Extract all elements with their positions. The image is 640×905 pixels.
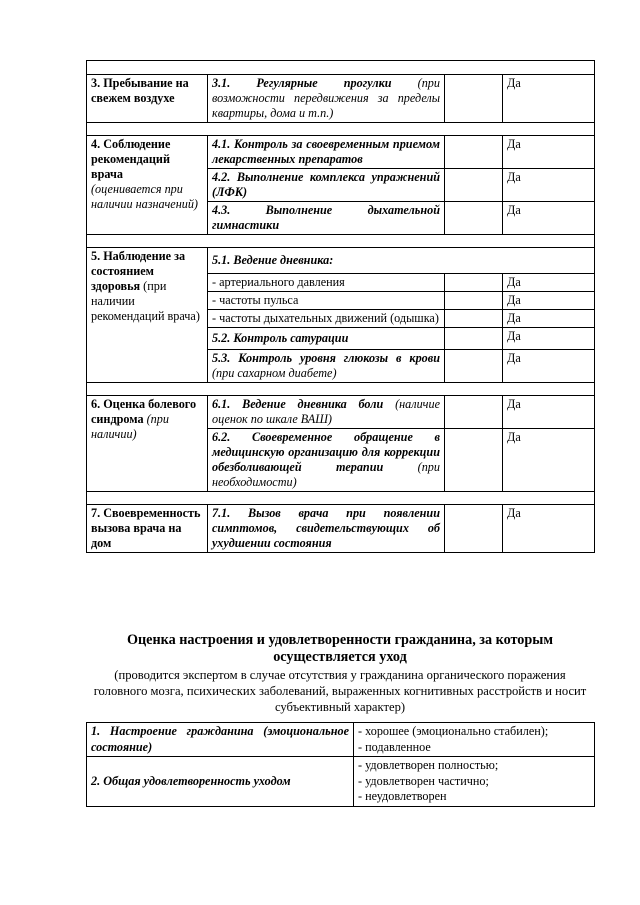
spacer-row	[87, 492, 595, 505]
section-4-cell	[87, 136, 208, 235]
item-4-2-answer: Да	[503, 169, 595, 202]
mood-row-1	[87, 723, 595, 757]
section-6-cell	[87, 396, 208, 492]
mood-row-1-options	[354, 723, 595, 757]
section-3-title: 3. Пребывание на свежем воздухе	[87, 75, 208, 123]
item-6-1-row	[87, 396, 595, 429]
item-3-1-answer: Да	[503, 75, 595, 123]
section-7-title: 7. Своевременность вызова врача на дом	[87, 505, 208, 553]
item-5-3-note: (при сахарном диабете)	[212, 366, 337, 380]
mood-row-2-options	[354, 757, 595, 807]
item-5-1-sub1-empty-cell	[445, 274, 503, 292]
item-6-1-label: 6.1. Ведение дневника боли	[212, 397, 384, 411]
item-4-1-answer: Да	[503, 136, 595, 169]
item-5-1-sub1-label: - артериального давления	[208, 274, 445, 292]
item-6-1-empty-cell	[445, 396, 503, 429]
item-3-1-note: (при возможности передвижения за пределы квартиры, дома и т.п.)	[212, 76, 440, 120]
item-6-1-answer: Да	[503, 396, 595, 429]
item-4-2-empty-cell	[445, 169, 503, 202]
spacer-row	[87, 61, 595, 75]
item-4-3-empty-cell	[445, 202, 503, 235]
spacer-row	[87, 383, 595, 396]
item-3-1-label: 3.1. Регулярные прогулки	[212, 76, 392, 90]
item-4-3-label: 4.3. Выполнение дыхательной гимнастики	[208, 202, 445, 235]
mood-evaluation-table	[86, 722, 595, 807]
mood-row-2-option-2: - удовлетворен частично;	[358, 773, 489, 788]
item-5-1-row	[87, 248, 595, 274]
item-5-1-sub3-answer: Да	[503, 310, 595, 328]
mood-row-2-option-3: - неудовлетворен	[358, 789, 447, 803]
section-5-title: 5. Наблюдение за состоянием здоровья	[91, 249, 186, 293]
spacer-row	[87, 235, 595, 248]
item-4-1-row	[87, 136, 595, 169]
item-5-1-sub2-answer: Да	[503, 292, 595, 310]
section-4-note: (оценивается при наличии назначений)	[91, 182, 198, 211]
item-5-2-answer: Да	[503, 328, 595, 350]
item-4-1-label: 4.1. Контроль за своевременным приемом лекарственных препаратов	[208, 136, 445, 169]
mood-row-1-label: 1. Настроение гражданина (эмоциональное состояние)	[87, 723, 354, 757]
care-evaluation-table	[86, 60, 595, 553]
section-5-note: (при наличии рекомендаций врача)	[91, 279, 200, 323]
item-7-1-row	[87, 505, 595, 553]
item-7-1-empty-cell	[445, 505, 503, 553]
item-5-3-empty-cell	[445, 350, 503, 383]
item-5-1-sub3-empty-cell	[445, 310, 503, 328]
section-6-title: 6. Оценка болевого синдрома	[91, 397, 197, 426]
item-5-3-answer: Да	[503, 350, 595, 383]
item-5-2-label: 5.2. Контроль сатурации	[208, 328, 445, 350]
mood-section-note: (проводится экспертом в случае отсутствия у гражданина органического поражения головного мозга, психических заболеваний, выраженных когнитивных расстройств и носит субъективный характер)	[93, 668, 587, 714]
item-7-1-label: 7.1. Вызов врача при появлении симптомов, свидетельствующих об ухудшении состояния	[208, 505, 445, 553]
item-6-2-answer: Да	[503, 429, 595, 492]
item-5-1-sub1-answer: Да	[503, 274, 595, 292]
item-5-1-label: 5.1. Ведение дневника:	[208, 248, 595, 274]
section-3-row	[87, 75, 595, 123]
item-5-1-sub2-label: - частоты пульса	[208, 292, 445, 310]
mood-section-title: Оценка настроения и удовлетворенности гражданина, за которым осуществляется уход	[126, 632, 554, 665]
item-4-2-label: 4.2. Выполнение комплекса упражнений (ЛФК)	[208, 169, 445, 202]
item-5-2-empty-cell	[445, 328, 503, 350]
item-5-1-sub2-empty-cell	[445, 292, 503, 310]
mood-row-2	[87, 757, 595, 807]
item-4-1-empty-cell	[445, 136, 503, 169]
item-4-3-answer: Да	[503, 202, 595, 235]
item-5-1-sub3-label: - частоты дыхательных движений (одышка)	[208, 310, 445, 328]
item-6-1-note: (наличие оценок по шкале ВАШ)	[212, 397, 440, 426]
section-4-title: 4. Соблюдение рекомендаций врача	[91, 137, 171, 181]
spacer-row	[87, 123, 595, 136]
mood-row-1-option-1: - хорошее (эмоционально стабилен);	[358, 724, 549, 738]
item-7-1-answer: Да	[503, 505, 595, 553]
section-5-cell	[87, 248, 208, 383]
item-5-3-label: 5.3. Контроль уровня глюкозы в крови	[212, 351, 440, 365]
item-6-2-note: (при необходимости)	[212, 460, 440, 489]
section-6-note: (при наличии)	[91, 412, 169, 441]
mood-row-1-option-2: - подавленное	[358, 739, 431, 754]
item-3-1-empty-cell	[445, 75, 503, 123]
item-6-2-label: 6.2. Своевременное обращение в медицинскую организацию для коррекции обезболивающей терапии	[212, 430, 440, 474]
item-6-2-empty-cell	[445, 429, 503, 492]
mood-row-2-option-1: - удовлетворен полностью;	[358, 758, 499, 772]
mood-row-2-label: 2. Общая удовлетворенность уходом	[87, 757, 354, 807]
